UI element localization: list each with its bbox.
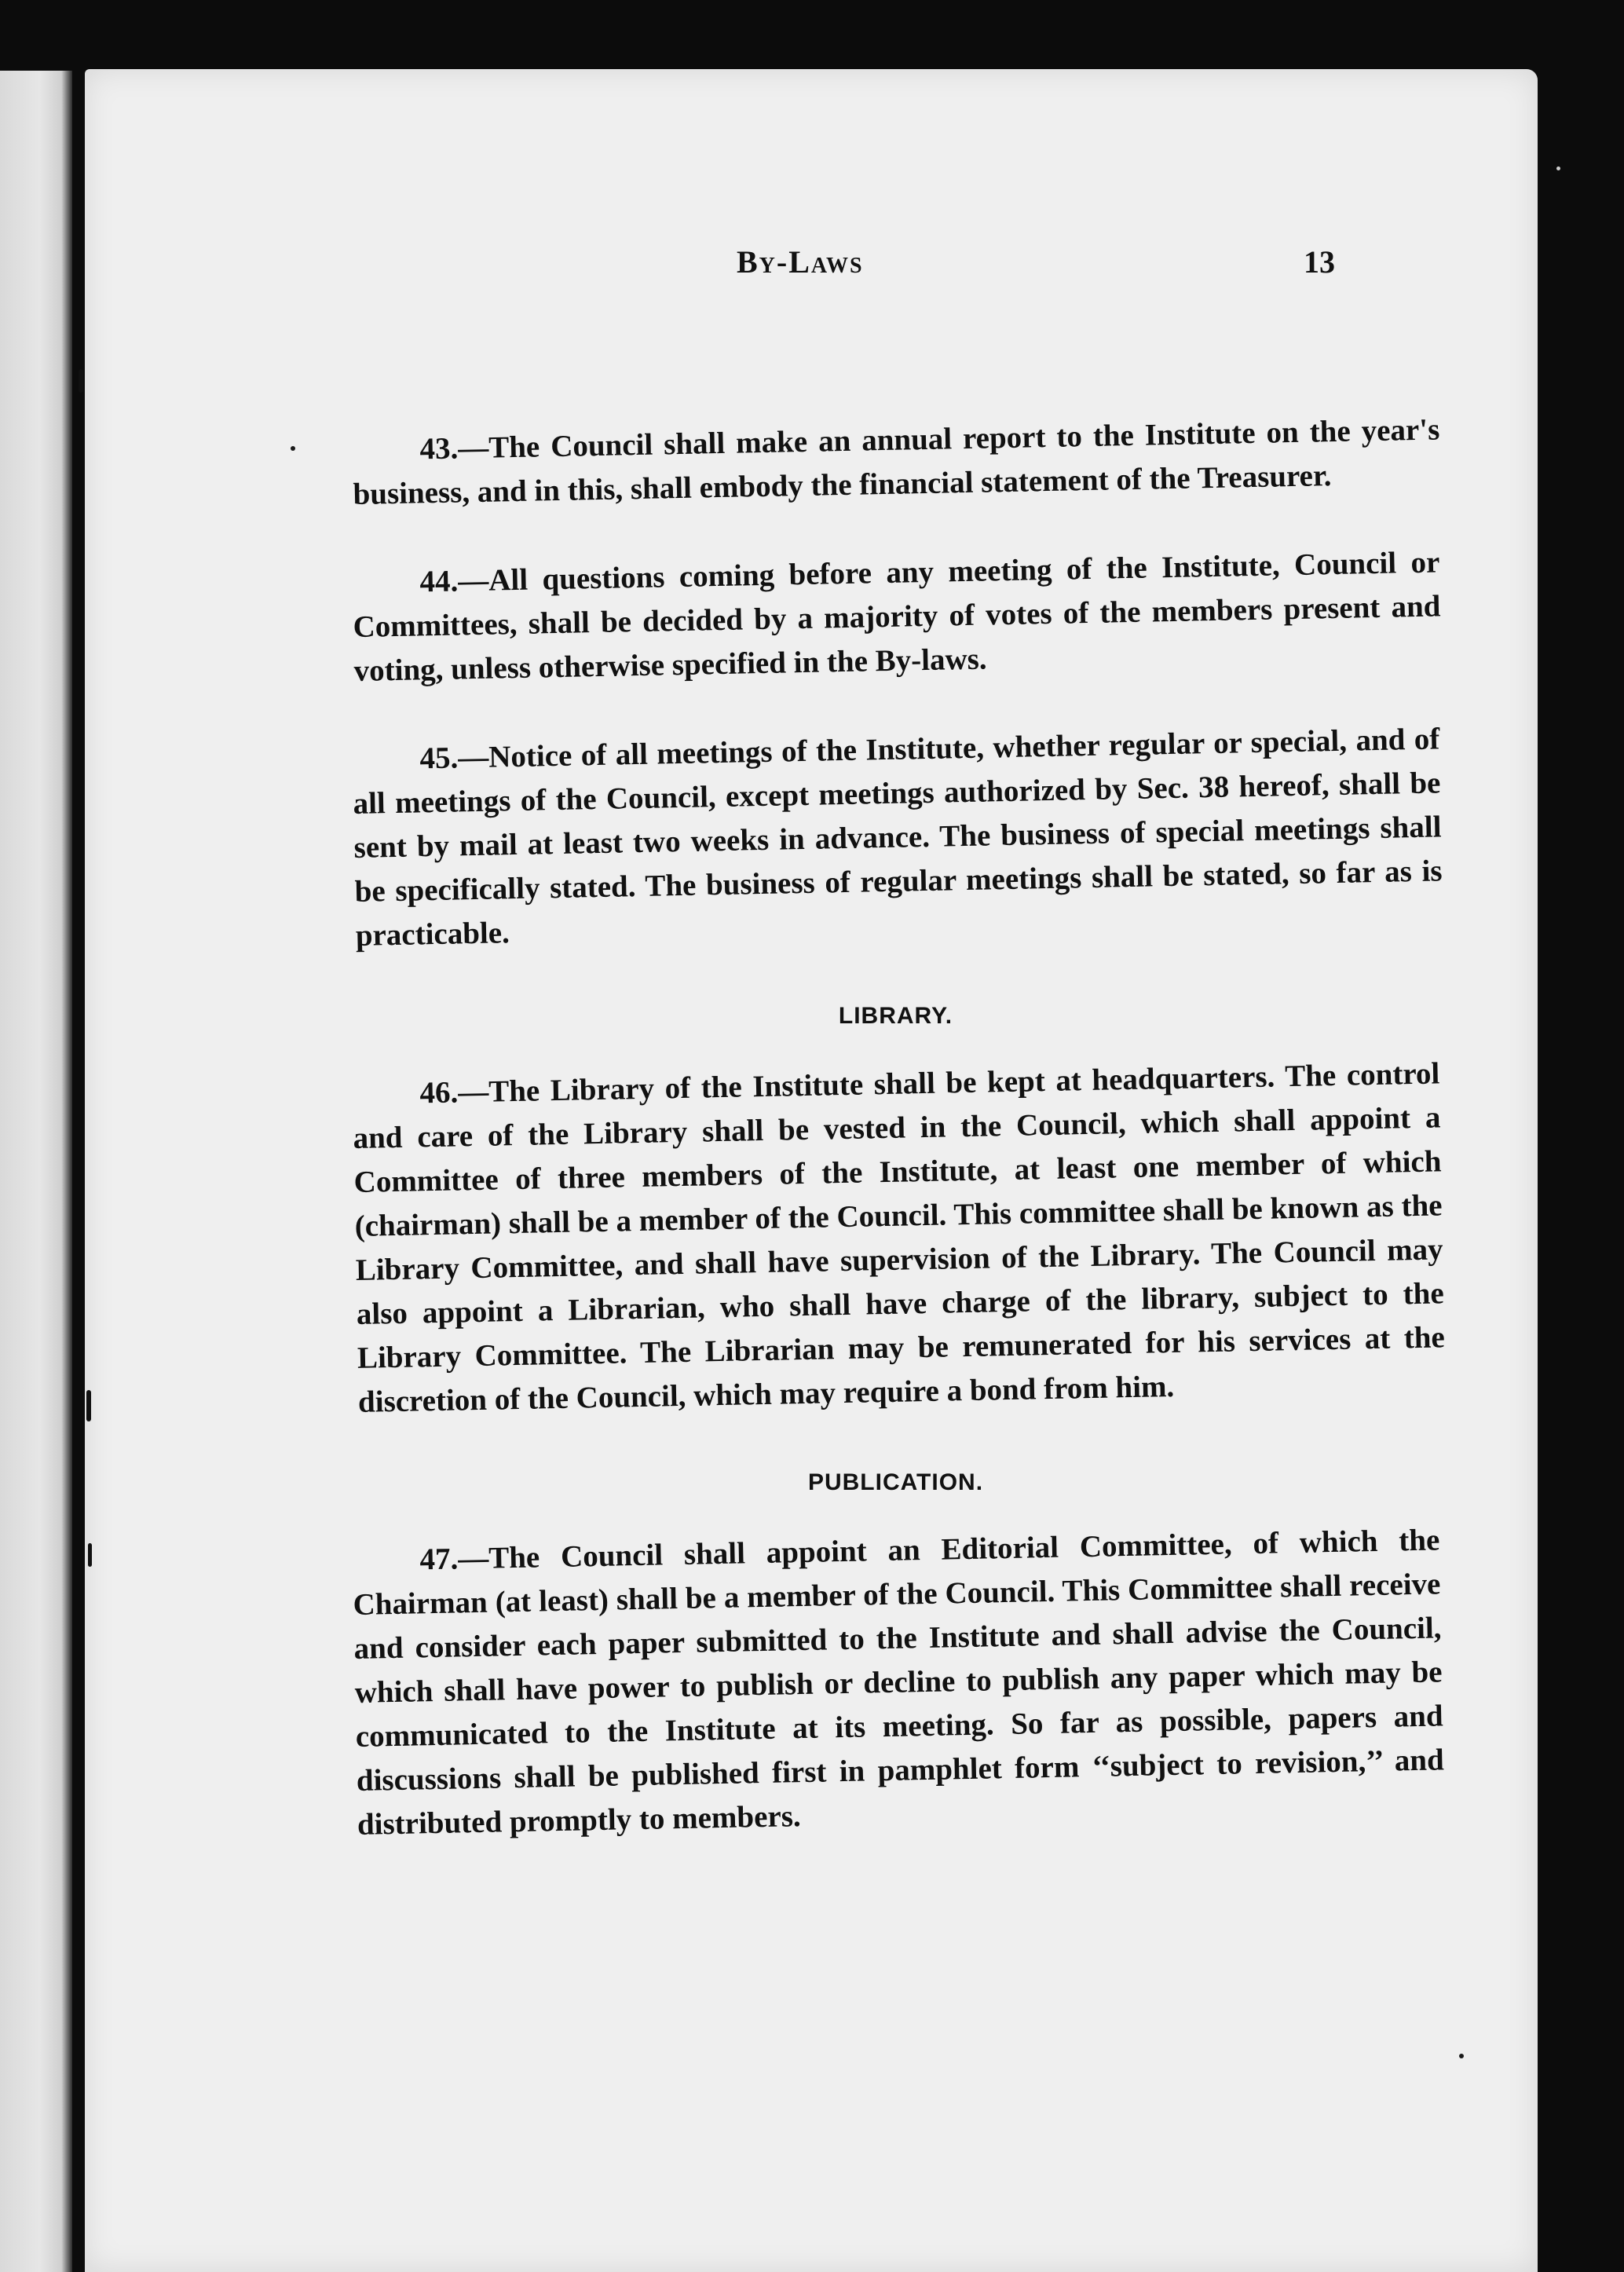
binding-mark [79, 369, 83, 393]
bylaw-section-45: 45.—Notice of all meetings of the Institute, whether regular or special, and of all meetings of the Council, except meetings authorized by Sec. 38 hereof, shall be sent by mail at least two weeks in advance. The business of special meetings shall be specifically stated. The business of regular meetings shall be stated, so far as is practicable. [353, 722, 1443, 953]
page-content [85, 69, 1538, 2272]
bylaw-section-47: 47.—The Council shall appoint an Editorial Committee, of which the Chairman (at least) shall be a member of the Council. This Committee shall receive and consider each paper submitted to the Institute and shall advise the Council, which shall have power to publish or decline to publish any paper which may be communicated to the Institute at its meeting. So far as possible, papers and discussions shall be published first in pamphlet form ‘‘subject to revision,’’ and distributed promptly to members. [353, 1523, 1445, 1842]
binding-mark [86, 1390, 91, 1421]
dust-speck [291, 446, 295, 451]
library-heading: LIBRARY. [838, 1003, 953, 1029]
facing-page-edge [0, 71, 72, 2272]
running-title: By-Laws [737, 244, 864, 280]
bylaw-section-46: 46.—The Library of the Institute shall be kept at headquarters. The control and care of the Library shall be vested in the Council, which shall appoint a Committee of three members of the Institute, at least one member of which (chairman) shall be a member of the Council. This committee shall be known as the Library Committee, and shall have supervision of the Library. The Council may also appoint a Librarian, who shall have charge of the library, subject to the Library Committee. The Librarian may be remunerated for his services at the discretion of the Council, which may require a bond from him. [353, 1056, 1446, 1419]
bylaw-section-44: 44.—All questions coming before any meeting of the Institute, Council or Committees, shall be decided by a majority of votes of the members present and voting, unless otherwise specified in the By-laws. [353, 545, 1441, 688]
page-number: 13 [1304, 244, 1335, 280]
body-text [352, 412, 1446, 1892]
publication-heading: PUBLICATION. [807, 1469, 984, 1495]
dust-speck [1459, 2054, 1464, 2058]
book-page [85, 69, 1538, 2272]
binding-mark [88, 1543, 92, 1567]
bylaw-section-43: 43.—The Council shall make an annual report to the Institute on the year's business, and in this, shall embody the financial statement of the Treasurer. [353, 412, 1440, 511]
running-head [85, 243, 1538, 291]
dust-speck [1556, 166, 1560, 170]
